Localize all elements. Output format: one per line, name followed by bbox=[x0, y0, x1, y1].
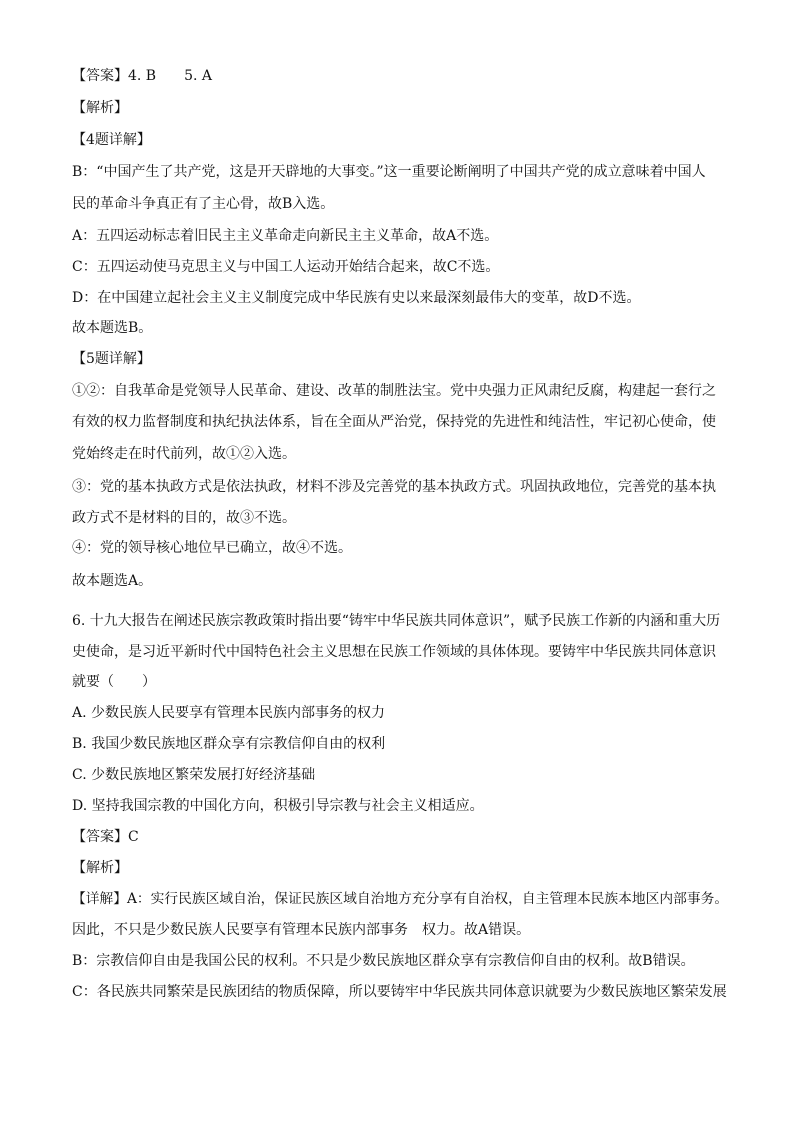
detail-4-heading: 【4题详解】 bbox=[72, 132, 151, 148]
option-c: C. 少数民族地区繁荣发展打好经济基础 bbox=[72, 767, 316, 783]
answer-6-value: C bbox=[128, 829, 139, 845]
detail-5-line: 有效的权力监督制度和执纪执法体系，旨在全面从严治党，保持党的先进性和纯洁性，牢记初心使命，使 bbox=[72, 414, 716, 430]
analysis-heading: 【解析】 bbox=[72, 860, 128, 876]
detail-5-line: ③：党的基本执政方式是依法执政，材料不涉及完善党的基本执政方式。巩固执政地位，完善党的基本执 bbox=[72, 479, 716, 495]
detail-5-line: 政方式不是材料的目的，故③不选。 bbox=[72, 510, 296, 526]
detail-6-line: 【详解】A：实行民族区域自治，保证民族区域自治地方充分享有自治权，自主管理本民族本地区内部事务。 bbox=[72, 891, 729, 907]
detail-5-line: 党始终走在时代前列，故①②入选。 bbox=[72, 446, 296, 462]
detail-4-line: C：五四运动使马克思主义与中国工人运动开始结合起来，故C不选。 bbox=[72, 259, 500, 275]
answer-6-line bbox=[72, 827, 139, 847]
detail-5-line: ④：党的领导核心地位早已确立，故④不选。 bbox=[72, 540, 352, 556]
detail-6-line: 因此，不只是少数民族人民要享有管理本民族内部事务 权力。故A错误。 bbox=[72, 922, 531, 938]
answer-4: 4. B bbox=[128, 68, 157, 84]
question-6-line: 史使命，是习近平新时代中国特色社会主义思想在民族工作领域的具体体现。要铸牢中华民族共同体意识 bbox=[72, 644, 716, 660]
answer-5: 5. A bbox=[184, 68, 213, 84]
detail-6-line: C：各民族共同繁荣是民族团结的物质保障，所以要铸牢中华民族共同体意识就要为少数民族地区繁荣发展 bbox=[72, 984, 727, 1000]
answer-4-5-line bbox=[72, 66, 212, 86]
answer-label: 【答案】 bbox=[72, 829, 128, 845]
question-6-line: 6. 十九大报告在阐述民族宗教政策时指出要“铸牢中华民族共同体意识”，赋予民族工作新的内涵和重大历 bbox=[72, 613, 721, 629]
answer-label: 【答案】 bbox=[72, 68, 128, 84]
analysis-heading: 【解析】 bbox=[72, 100, 128, 116]
detail-5-heading: 【5题详解】 bbox=[72, 351, 151, 367]
option-d: D. 坚持我国宗教的中国化方向，积极引导宗教与社会主义相适应。 bbox=[72, 798, 484, 814]
detail-4-line: A：五四运动标志着旧民主主义革命走向新民主主义革命，故A不选。 bbox=[72, 228, 499, 244]
detail-4-line: 民的革命斗争真正有了主心骨，故B入选。 bbox=[72, 196, 335, 212]
question-6-line: 就要（ ） bbox=[72, 674, 156, 690]
detail-4-line: D：在中国建立起社会主义主义制度完成中华民族有史以来最深刻最伟大的变革，故D不选。 bbox=[72, 290, 641, 306]
detail-6-line: B：宗教信仰自由是我国公民的权利。不只是少数民族地区群众享有宗教信仰自由的权利。故B错误。 bbox=[72, 953, 695, 969]
detail-5-line: ①②：自我革命是党领导人民革命、建设、改革的制胜法宝。党中央强力正风肃纪反腐，构建起一套行之 bbox=[72, 383, 716, 399]
option-a: A. 少数民族人民要享有管理本民族内部事务的权力 bbox=[72, 705, 386, 721]
detail-4-conclusion: 故本题选B。 bbox=[72, 320, 153, 336]
detail-5-conclusion: 故本题选A。 bbox=[72, 573, 153, 589]
option-b: B. 我国少数民族地区群众享有宗教信仰自由的权利 bbox=[72, 736, 386, 752]
detail-4-line: B：“中国产生了共产党，这是开天辟地的大事变。”这一重要论断阐明了中国共产党的成立意味着中国人 bbox=[72, 164, 706, 180]
